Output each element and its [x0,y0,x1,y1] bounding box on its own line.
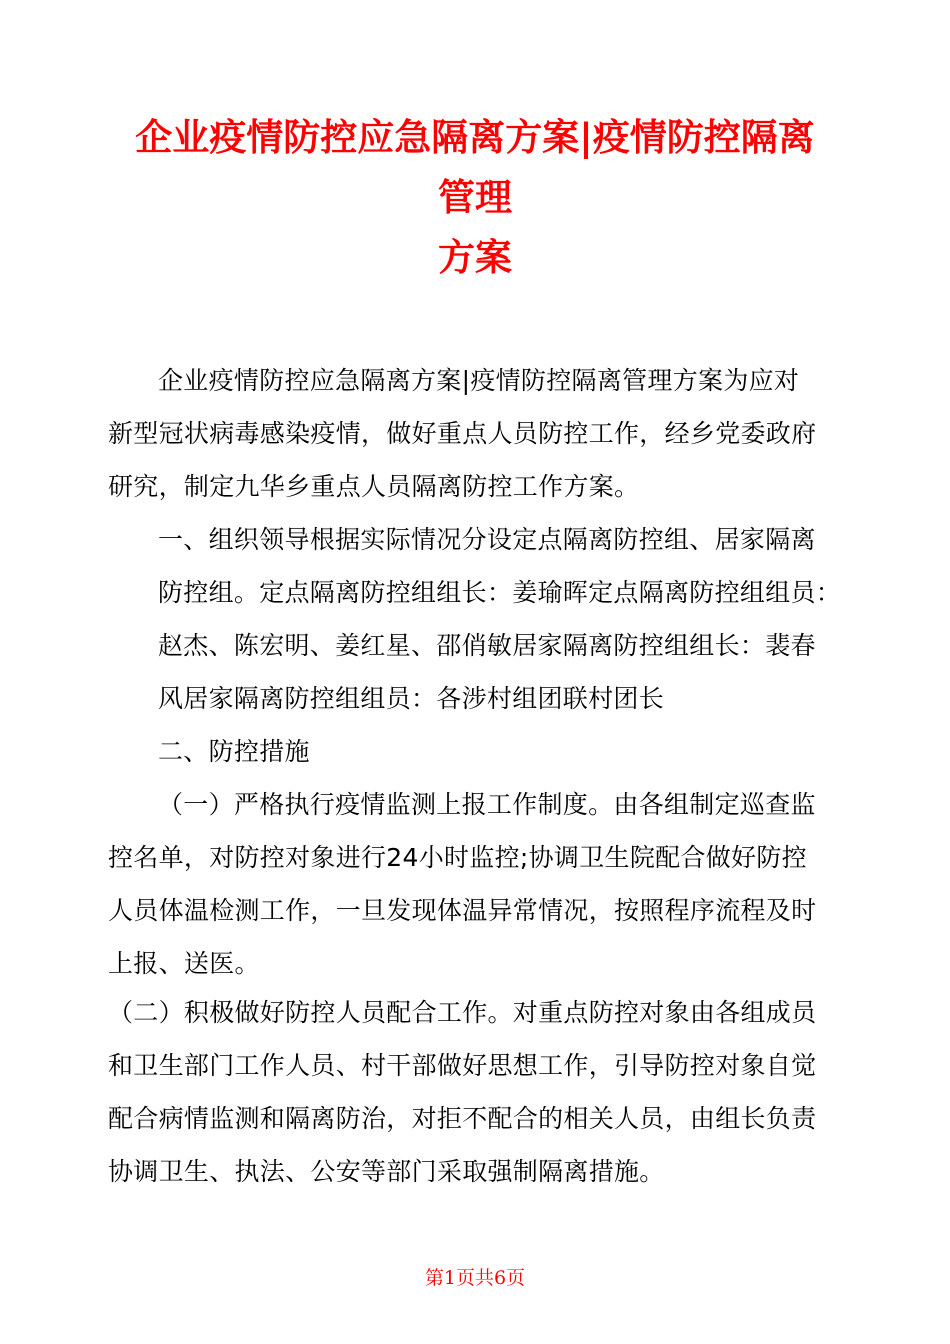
paragraph-line: 赵杰、陈宏明、姜红星、邵俏敏居家隔离防控组组长：裴春 [158,631,816,660]
paragraph-line: 配合病情监测和隔离防治，对拒不配合的相关人员，由组长负责 [108,1104,817,1133]
paragraph-line: 新型冠状病毒感染疫情，做好重点人员防控工作，经乡党委政府 [108,419,817,448]
paragraph-line: 风居家隔离防控组组员：各涉村组团联村团长 [158,684,665,713]
paragraph-line: 防控组。定点隔离防控组组长：姜瑜晖定点隔离防控组组员： [158,578,842,607]
page-footer: 第1页共6页 [424,1267,526,1289]
paragraph-line: 企业疫情防控应急隔离方案|疫情防控隔离管理方案为应对 [158,366,800,395]
title-line-1: 企业疫情防控应急隔离方案|疫情防控隔离 [135,116,815,159]
paragraph-line: （一）严格执行疫情监测上报工作制度。由各组制定巡查监 [158,790,816,819]
paragraph-line: 和卫生部门工作人员、村干部做好思想工作，引导防控对象自觉 [108,1051,817,1080]
paragraph-line: 上报、送医。 [108,949,260,978]
section-heading-line: 一、组织领导根据实际情况分设定点隔离防控组、居家隔离 [158,525,816,554]
paragraph-line: 人员体温检测工作，一旦发现体温异常情况，按照程序流程及时 [108,896,817,925]
paragraph-line: 控名单，对防控对象进行24小时监控;协调卫生院配合做好防控 [108,843,807,872]
title-line-2: 管理 [438,176,512,219]
paragraph-line: 研究，制定九华乡重点人员隔离防控工作方案。 [108,472,640,501]
paragraph-line: （二）积极做好防控人员配合工作。对重点防控对象由各组成员 [108,998,817,1027]
section-heading-line: 二、防控措施 [158,737,310,766]
title-line-3: 方案 [438,236,512,279]
paragraph-line: 协调卫生、执法、公安等部门采取强制隔离措施。 [108,1157,665,1186]
document-title [100,108,850,288]
